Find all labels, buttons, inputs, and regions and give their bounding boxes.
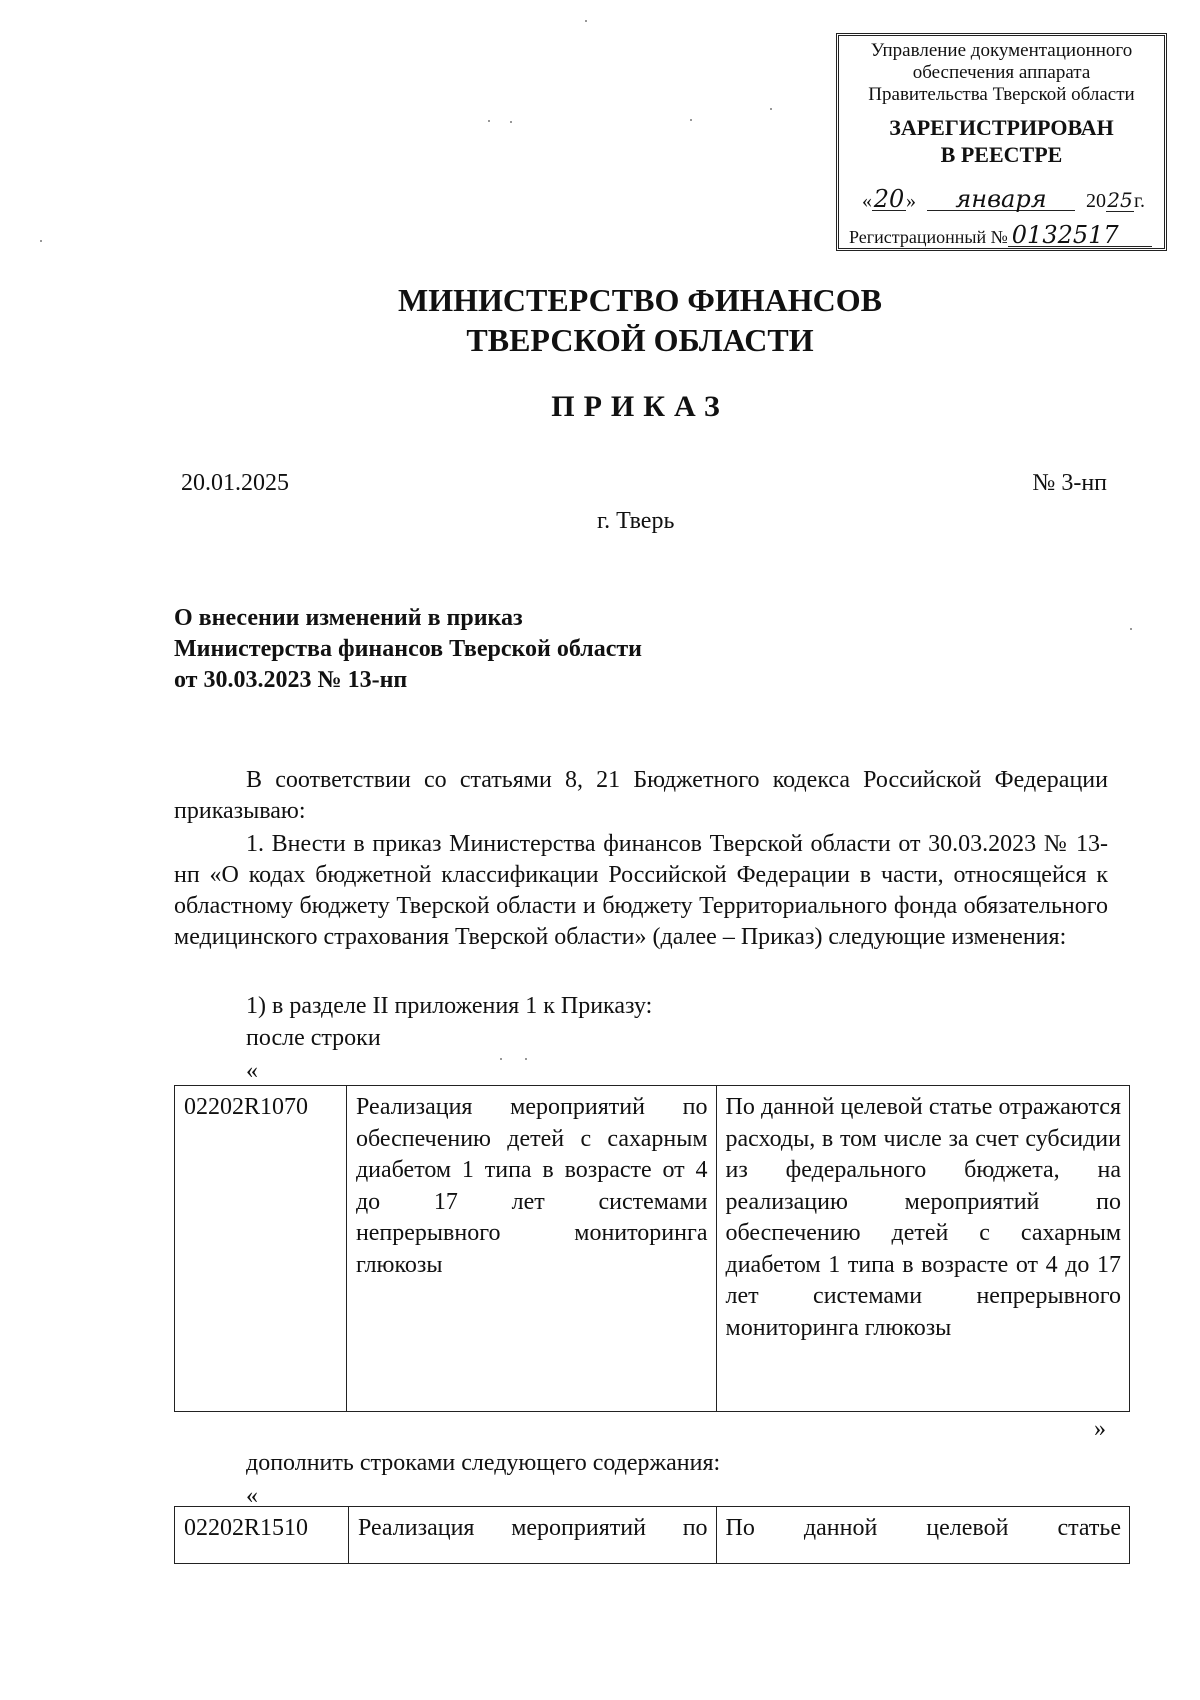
document-subject xyxy=(174,603,642,696)
stamp-registered-title xyxy=(839,114,1164,168)
ministry-title-line: ТВЕРСКОЙ ОБЛАСТИ xyxy=(466,322,814,358)
stamp-org-line: Управление документационного xyxy=(870,40,1133,61)
stamp-month: января xyxy=(927,188,1075,211)
stamp-org-line: Правительства Тверской области xyxy=(868,84,1135,105)
stamp-registered-line: В РЕЕСТРЕ xyxy=(940,142,1063,167)
supplement-label: дополнить строками следующего содержания: xyxy=(246,1450,721,1476)
classification-table-existing xyxy=(174,1085,1130,1412)
document-number: № 3-нп xyxy=(1032,470,1107,496)
stamp-year: 25 xyxy=(1107,188,1133,212)
item-1-paragraph: 1. Внести в приказ Министерства финансов Тверской области от 30.03.2023 № 13-нп «О кодах бюджетной классификации Российской Федерации в части, относящейся к областному бюджету Тверской области и бюджету Территориального фонда обязательного медицинского страхования Тверской области» (далее – Приказ) следующие изменения: xyxy=(174,831,1108,950)
scan-speck xyxy=(510,121,512,123)
stamp-reg-label: Регистрационный № xyxy=(849,227,1008,247)
subitem-1: 1) в разделе II приложения 1 к Приказу: xyxy=(246,993,653,1019)
stamp-quote-close: » xyxy=(906,190,917,212)
stamp-date xyxy=(849,185,1158,218)
stamp-org-line: обеспечения аппарата xyxy=(912,62,1091,83)
description-cell: По данной целевой статье xyxy=(716,1507,1129,1564)
code-cell: 02202R1070 xyxy=(175,1086,347,1412)
scan-speck xyxy=(690,119,692,121)
stamp-reg-number: 0132517 xyxy=(1008,224,1152,247)
code-cell: 02202R1510 xyxy=(175,1507,349,1564)
scan-speck xyxy=(40,240,42,242)
name-cell: Реализация мероприятий по xyxy=(348,1507,716,1564)
stamp-day: 20 xyxy=(873,185,905,213)
scan-speck xyxy=(488,120,490,122)
scan-speck xyxy=(1130,628,1132,630)
scan-speck xyxy=(500,1058,502,1060)
stamp-year-prefix: 20 xyxy=(1086,190,1107,212)
ministry-title xyxy=(0,280,1200,360)
open-quote: « xyxy=(246,1058,258,1084)
stamp-reg-number-line xyxy=(849,221,1158,252)
table-row xyxy=(175,1086,1130,1412)
document-city: г. Тверь xyxy=(597,508,675,534)
after-row-label: после строки xyxy=(246,1025,381,1051)
stamp-year-unit: г. xyxy=(1134,190,1145,212)
scan-speck xyxy=(585,20,587,22)
ministry-title-line: МИНИСТЕРСТВО ФИНАНСОВ xyxy=(398,282,882,318)
close-quote: » xyxy=(1094,1416,1106,1442)
document-date: 20.01.2025 xyxy=(181,470,289,496)
name-cell: Реализация мероприятий по обеспечению детей с сахарным диабетом 1 типа в возрасте от 4 до 17 лет системами непрерывного мониторинга глюкозы xyxy=(346,1086,716,1412)
table-row xyxy=(175,1507,1130,1564)
scan-speck xyxy=(770,108,772,110)
stamp-registered-line: ЗАРЕГИСТРИРОВАН xyxy=(889,115,1114,140)
open-quote: « xyxy=(246,1483,258,1509)
classification-table-new xyxy=(174,1506,1130,1564)
description-cell: По данной целевой статье отражаются расходы, в том числе за счет субсидии из федерального бюджета, на реализацию мероприятий по обеспечению детей с сахарным диабетом 1 типа в возрасте от 4 до 17 лет системами непрерывного мониторинга глюкозы xyxy=(716,1086,1130,1412)
subject-line: О внесении изменений в приказ xyxy=(174,605,523,631)
registration-stamp xyxy=(836,33,1167,251)
stamp-quote-open: « xyxy=(862,190,873,212)
subject-line: от 30.03.2023 № 13-нп xyxy=(174,667,408,693)
scan-speck xyxy=(525,1058,527,1060)
intro-paragraph: В соответствии со статьями 8, 21 Бюджетного кодекса Российской Федерации приказываю: xyxy=(174,767,1108,824)
subject-line: Министерства финансов Тверской области xyxy=(174,636,642,662)
document-type: ПРИКАЗ xyxy=(551,390,729,423)
